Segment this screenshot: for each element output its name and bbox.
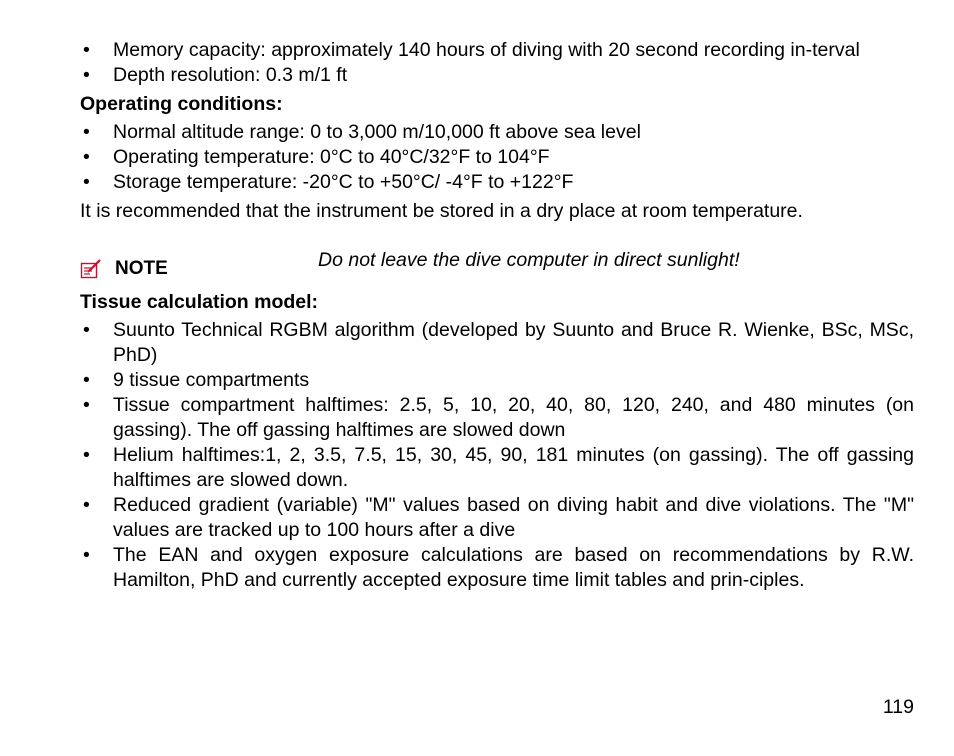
note-pencil-icon [80,259,102,279]
operating-conditions-list [80,120,914,195]
list-item: • Normal altitude range: 0 to 3,000 m/10,000 ft above sea level [80,120,914,145]
document-page [80,38,914,593]
list-item: • Tissue compartment halftimes: 2.5, 5, 10, 20, 40, 80, 120, 240, and 480 minutes (on gassing). The off gassing halftimes are slowed down [80,393,914,443]
storage-recommendation: It is recommended that the instrument be stored in a dry place at room temperature. [80,200,803,222]
list-item: • Memory capacity: approximately 140 hours of diving with 20 second recording in-terval [80,38,914,63]
note-label-text: NOTE [115,258,168,279]
tissue-model-heading: Tissue calculation model: [80,291,319,313]
list-item: • Helium halftimes:1, 2, 3.5, 7.5, 15, 30, 45, 90, 181 minutes (on gassing). The off gassing halftimes are slowed down. [80,443,914,493]
operating-conditions-heading: Operating conditions: [80,93,283,115]
list-item: • Suunto Technical RGBM algorithm (developed by Suunto and Bruce R. Wienke, BSc, MSc, PhD) [80,318,914,368]
list-item: • 9 tissue compartments [80,368,914,393]
note-block [80,224,914,286]
note-text: Do not leave the dive computer in direct sunlight! [318,249,740,271]
list-item: • The EAN and oxygen exposure calculations are based on recommendations by R.W. Hamilton, PhD and currently accepted exposure time limit tables and prin-ciples. [80,543,914,593]
note-label [80,256,168,281]
list-item: • Depth resolution: 0.3 m/1 ft [80,63,914,88]
page-number: 119 [882,696,914,718]
tissue-model-list [80,318,914,593]
list-item: • Storage temperature: -20°C to +50°C/ -4°F to +122°F [80,170,914,195]
list-item: • Reduced gradient (variable) "M" values based on diving habit and dive violations. The "M" values are tracked up to 100 hours after a dive [80,493,914,543]
list-item: • Operating temperature: 0°C to 40°C/32°F to 104°F [80,145,914,170]
specs-list [80,38,914,88]
